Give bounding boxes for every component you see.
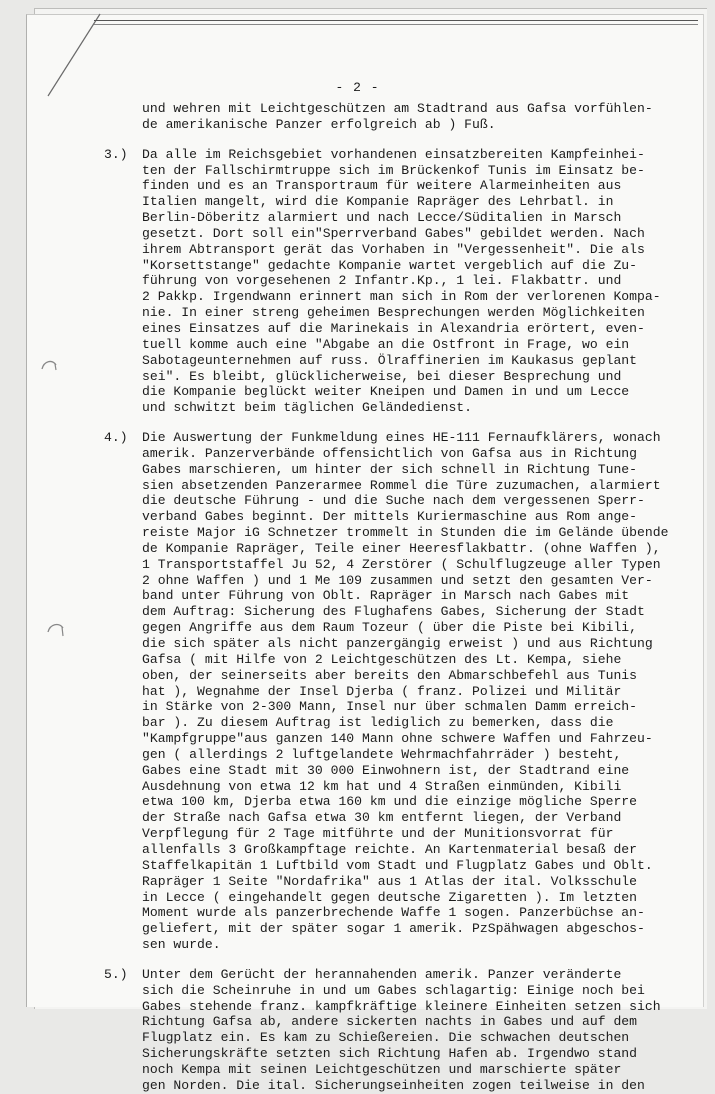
- text-line: Verpflegung für 2 Tage mitführte und der Munitionsvorrat für: [142, 826, 614, 842]
- text-line: und wehren mit Leichtgeschützen am Stadtrand aus Gafsa vorfühlen-: [142, 101, 653, 116]
- text-line: de amerikanische Panzer erfolgreich ab ) Fuß.: [142, 116, 496, 132]
- text-line: Richtung Gafsa ab, andere sickerten nachts in Gabes und auf dem: [142, 1014, 638, 1030]
- text-line: dem Auftrag: Sicherung des Flughafens Gabes, Sicherung der Stadt: [142, 604, 645, 620]
- text-line: geliefert, mit der später sogar 1 amerik. PzSpähwagen abgeschos-: [142, 921, 645, 937]
- paragraph-3: [0, 147, 715, 416]
- text-line: ten der Fallschirmtruppe sich im Brückenkof Tunis im Einsatz be-: [142, 162, 645, 178]
- text-line: gen Norden. Die ital. Sicherungseinheiten zogen teilweise in den: [142, 1077, 645, 1093]
- text-line: Italien mangelt, wird die Kompanie Rapräger des Lehrbatl. in: [142, 194, 614, 210]
- text-line: Moment wurde als panzerbrechende Waffe 1 sogen. Panzerbüchse an-: [142, 905, 645, 921]
- text-line: de Kompanie Rapräger, Teile einer Heeresflakbattr. (ohne Waffen ),: [142, 540, 661, 556]
- paragraph-5: [0, 967, 715, 1094]
- text-line: Da alle im Reichsgebiet vorhandenen einsatzbereiten Kampfeinhei-: [142, 146, 645, 162]
- text-line: die Kompanie beglückt weiter Kneipen und Damen in und um Lecce: [142, 384, 630, 400]
- text-line: Flugplatz ein. Es kam zu Schießereien. Die schwachen deutschen: [142, 1030, 630, 1046]
- text-line: 1 Transportstaffel Ju 52, 4 Zerstörer ( Schulflugzeuge aller Typen: [142, 556, 661, 572]
- text-line: der Straße nach Gafsa etwa 30 km entfernt liegen, der Verband: [142, 810, 622, 826]
- text-line: sien absetzenden Panzerarmee Rommel die Türe zuzumachen, alarmiert: [142, 477, 661, 493]
- text-line: 2 Pakkp. Irgendwann erinnert man sich in Rom der verlorenen Kompa-: [142, 289, 661, 305]
- text-line: Ausdehnung von etwa 12 km hat und 4 Straßen einmünden, Kibili: [142, 778, 622, 794]
- top-rule: [94, 20, 698, 25]
- text-line: führung von vorgesehenen 2 Infantr.Kp., 1 lei. Flakbattr. und: [142, 273, 622, 289]
- text-line: "Kampfgruppe"aus ganzen 140 Mann ohne schwere Waffen und Fahrzeu-: [142, 731, 653, 747]
- text-line: Rapräger 1 Seite "Nordafrika" aus 1 Atlas der ital. Volksschule: [142, 873, 638, 889]
- text-line: Gabes marschieren, um hinter der sich schnell in Richtung Tune-: [142, 461, 638, 477]
- text-line: nie. In einer streng geheimen Besprechungen werden Möglichkeiten: [142, 305, 645, 321]
- text-line: noch Kempa mit seinen Leichtgeschützen und marschierte später: [142, 1061, 622, 1077]
- text-line: oben, der seinerseits aber bereits den Abmarschbefehl aus Tunis: [142, 667, 638, 683]
- text-line: gen ( allerdings 2 luftgelandete Wehrmachfahrräder ) besteht,: [142, 746, 622, 762]
- document-body: [0, 101, 715, 1094]
- text-line: Berlin-Döberitz alarmiert und nach Lecce/Süditalien in Marsch: [142, 210, 622, 226]
- paragraph-number: 4.): [104, 430, 128, 446]
- text-line: Unter dem Gerücht der herannahenden amerik. Panzer veränderte: [142, 966, 622, 982]
- text-line: gegen Angriffe aus dem Raum Tozeur ( über die Piste bei Kibili,: [142, 620, 638, 636]
- text-line: eines Einsatzes auf die Marinekais in Alexandria erörtert, even-: [142, 320, 645, 336]
- text-line: bar ). Zu diesem Auftrag ist lediglich zu bemerken, dass die: [142, 715, 614, 731]
- text-line: in Lecce ( eingehandelt gegen deutsche Zigaretten ). Im letzten: [142, 889, 638, 905]
- text-line: finden und es an Transportraum für weitere Alarmeinheiten aus: [142, 178, 622, 194]
- text-line: "Korsettstange" gedachte Kompanie wartet vergeblich auf die Zu-: [142, 257, 638, 273]
- text-line: tuell komme auch eine "Abgabe an die Ostfront in Frage, wo ein: [142, 336, 630, 352]
- text-line: ihrem Abtransport gerät das Vorhaben in "Vergessenheit". Die als: [142, 241, 645, 257]
- text-line: sen wurde.: [142, 937, 221, 953]
- text-line: verband Gabes beginnt. Der mittels Kuriermaschine aus Rom ange-: [142, 509, 638, 525]
- text-line: die deutsche Führung - und die Suche nach dem vergessenen Sperr-: [142, 493, 645, 509]
- text-line: allenfalls 3 Großkampftage reichte. An Kartenmaterial besaß der: [142, 841, 638, 857]
- text-line: sei". Es bleibt, glücklicherweise, bei dieser Besprechung und: [142, 368, 622, 384]
- text-line: in Stärke von 2-300 Mann, Insel nur über schmalen Damm erreich-: [142, 699, 638, 715]
- text-line: Gafsa ( mit Hilfe von 2 Leichtgeschützen des Lt. Kempa, siehe: [142, 651, 622, 667]
- text-line: hat ), Wegnahme der Insel Djerba ( franz. Polizei und Militär: [142, 683, 622, 699]
- text-line: Sicherungskräfte setzten sich Richtung Hafen ab. Irgendwo stand: [142, 1046, 638, 1062]
- text-line: die sich später als nicht panzergängig erweist ) und aus Richtung: [142, 636, 653, 651]
- text-line: Sabotageunternehmen auf russ. Ölraffinerien im Kaukasus geplant: [142, 352, 638, 368]
- paragraph-number: 3.): [104, 146, 128, 162]
- continuation-text: [0, 101, 715, 133]
- numbered-paragraphs: [0, 133, 715, 1094]
- paragraph-4: [0, 430, 715, 953]
- text-line: Staffelkapitän 1 Luftbild vom Stadt und Flugplatz Gabes und Oblt.: [142, 857, 653, 873]
- text-line: gesetzt. Dort soll ein"Sperrverband Gabes" gebildet werden. Nach: [142, 225, 645, 241]
- text-line: 2 ohne Waffen ) und 1 Me 109 zusammen und setzt den gesamten Ver-: [142, 572, 653, 588]
- text-line: reiste Major iG Schnetzer trommelt in Stunden die im Gelände übende: [142, 525, 669, 541]
- text-line: band unter Führung von Oblt. Rapräger in Marsch nach Gabes mit: [142, 588, 630, 604]
- text-line: Gabes eine Stadt mit 30 000 Einwohnern ist, der Stadtrand eine: [142, 762, 630, 778]
- text-line: amerik. Panzerverbände offensichtlich von Gafsa aus in Richtung: [142, 445, 638, 461]
- page-number: - 2 -: [335, 80, 380, 95]
- text-line: und schwitzt beim täglichen Geländedienst.: [142, 400, 473, 416]
- text-line: Die Auswertung der Funkmeldung eines HE-111 Fernaufklärers, wonach: [142, 430, 661, 446]
- text-line: etwa 100 km, Djerba etwa 160 km und die einzige mögliche Sperre: [142, 794, 638, 810]
- text-line: sich die Scheinruhe in und um Gabes schlagartig: Einige noch bei: [142, 982, 645, 998]
- paragraph-number: 5.): [104, 966, 128, 982]
- text-line: Gabes stehende franz. kampfkräftige kleinere Einheiten setzen sich: [142, 998, 661, 1014]
